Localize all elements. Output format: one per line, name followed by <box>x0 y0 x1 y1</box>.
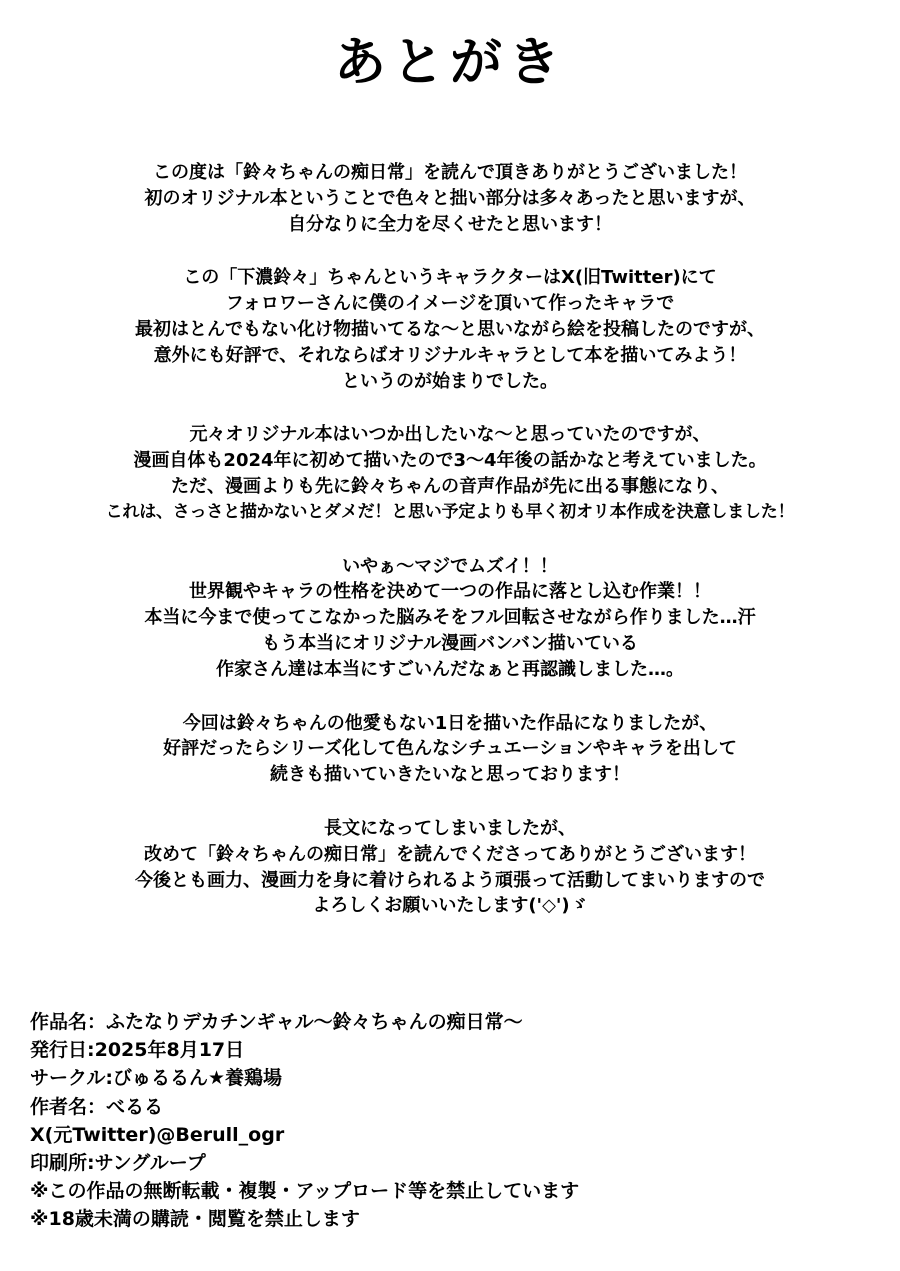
paragraph <box>0 422 900 525</box>
colophon-date: 発行日:2025年8月17日 <box>30 1039 245 1062</box>
text-line: 最初はとんでもない化け物描いてるな〜と思いながら絵を投稿したのですが、 <box>135 318 765 340</box>
colophon-circle: サークル:びゅるるん★養鶏場 <box>30 1067 283 1090</box>
text-line: 好評だったらシリーズ化して色んなシチュエーションやキャラを出して <box>163 738 737 760</box>
text-line: 続きも描いていきたいなと思っております！ <box>270 764 630 786</box>
text-line: 今回は鈴々ちゃんの他愛もない1日を描いた作品になりましたが、 <box>182 712 718 734</box>
text-line: ただ、漫画よりも先に鈴々ちゃんの音声作品が先に出る事態になり、 <box>171 475 729 497</box>
colophon-social-handle: X(元Twitter)@Berull_ogr <box>30 1123 285 1146</box>
page-title: あとがき <box>333 33 566 93</box>
paragraph <box>0 816 900 919</box>
text-line: 自分なりに全力を尽くせたと思います！ <box>288 213 612 235</box>
text-line: この「下濃鈴々」ちゃんというキャラクターはX(旧Twitter)にて <box>183 267 717 289</box>
text-line: 初のオリジナル本ということで色々と拙い部分は多々あったと思いますが、 <box>144 187 756 209</box>
text-line: いやぁ〜マジでムズイ！！ <box>342 555 558 577</box>
colophon <box>30 1008 890 1234</box>
text-line: 漫画自体も2024年に初めて描いたので3〜4年後の話かなと考えていました。 <box>133 450 767 472</box>
text-line: この度は「鈴々ちゃんの痴日常」を読んで頂きありがとうございました！ <box>153 162 747 183</box>
text-line: 世界観やキャラの性格を決めて一つの作品に落とし込む作業！！ <box>189 581 711 603</box>
text-line: 意外にも好評で、それならばオリジナルキャラとして本を描いてみよう！ <box>153 344 747 366</box>
paragraph <box>0 265 900 394</box>
text-line: 作家さん達は本当にすごいんだなぁと再認識しました…。 <box>216 658 684 680</box>
text-line: 元々オリジナル本はいつか出したいな〜と思っていたのですが、 <box>189 424 711 446</box>
text-line: 本当に今まで使ってこなかった脳みそをフル回転させながら作りました…汗 <box>144 607 756 629</box>
text-line: もう本当にオリジナル漫画バンバン描いている <box>262 632 638 654</box>
paragraph <box>0 160 900 237</box>
text-line: フォロワーさんに僕のイメージを頂いて作ったキャラで <box>225 293 675 315</box>
paragraph <box>0 554 900 683</box>
text-line: 今後とも画力、漫画力を身に着けられるよう頑張って活動してまいりますので <box>135 869 765 891</box>
colophon-title: 作品名：ふたなりデカチンギャル〜鈴々ちゃんの痴日常〜 <box>30 1011 523 1033</box>
colophon-notice: ※この作品の無断転載・複製・アップロード等を禁止しています <box>30 1180 580 1203</box>
colophon-author: 作者名：べるる <box>30 1095 164 1118</box>
text-line: というのが始まりでした。 <box>342 370 558 392</box>
colophon-age-notice: ※18歳未満の購読・閲覧を禁止します <box>30 1208 360 1231</box>
text-line: 改めて「鈴々ちゃんの痴日常」を読んでくださってありがとうございます！ <box>144 843 756 865</box>
text-line: 長文になってしまいましたが、 <box>324 817 576 839</box>
afterword-body <box>0 160 900 947</box>
text-line: これは、さっさと描かないとダメだ！と思い予定よりも早く初オリ本作成を決意しました！ <box>105 501 795 522</box>
colophon-printer: 印刷所:サングループ <box>30 1151 206 1174</box>
paragraph <box>0 711 900 788</box>
text-line: よろしくお願いいたします('◇')ゞ <box>312 895 588 917</box>
